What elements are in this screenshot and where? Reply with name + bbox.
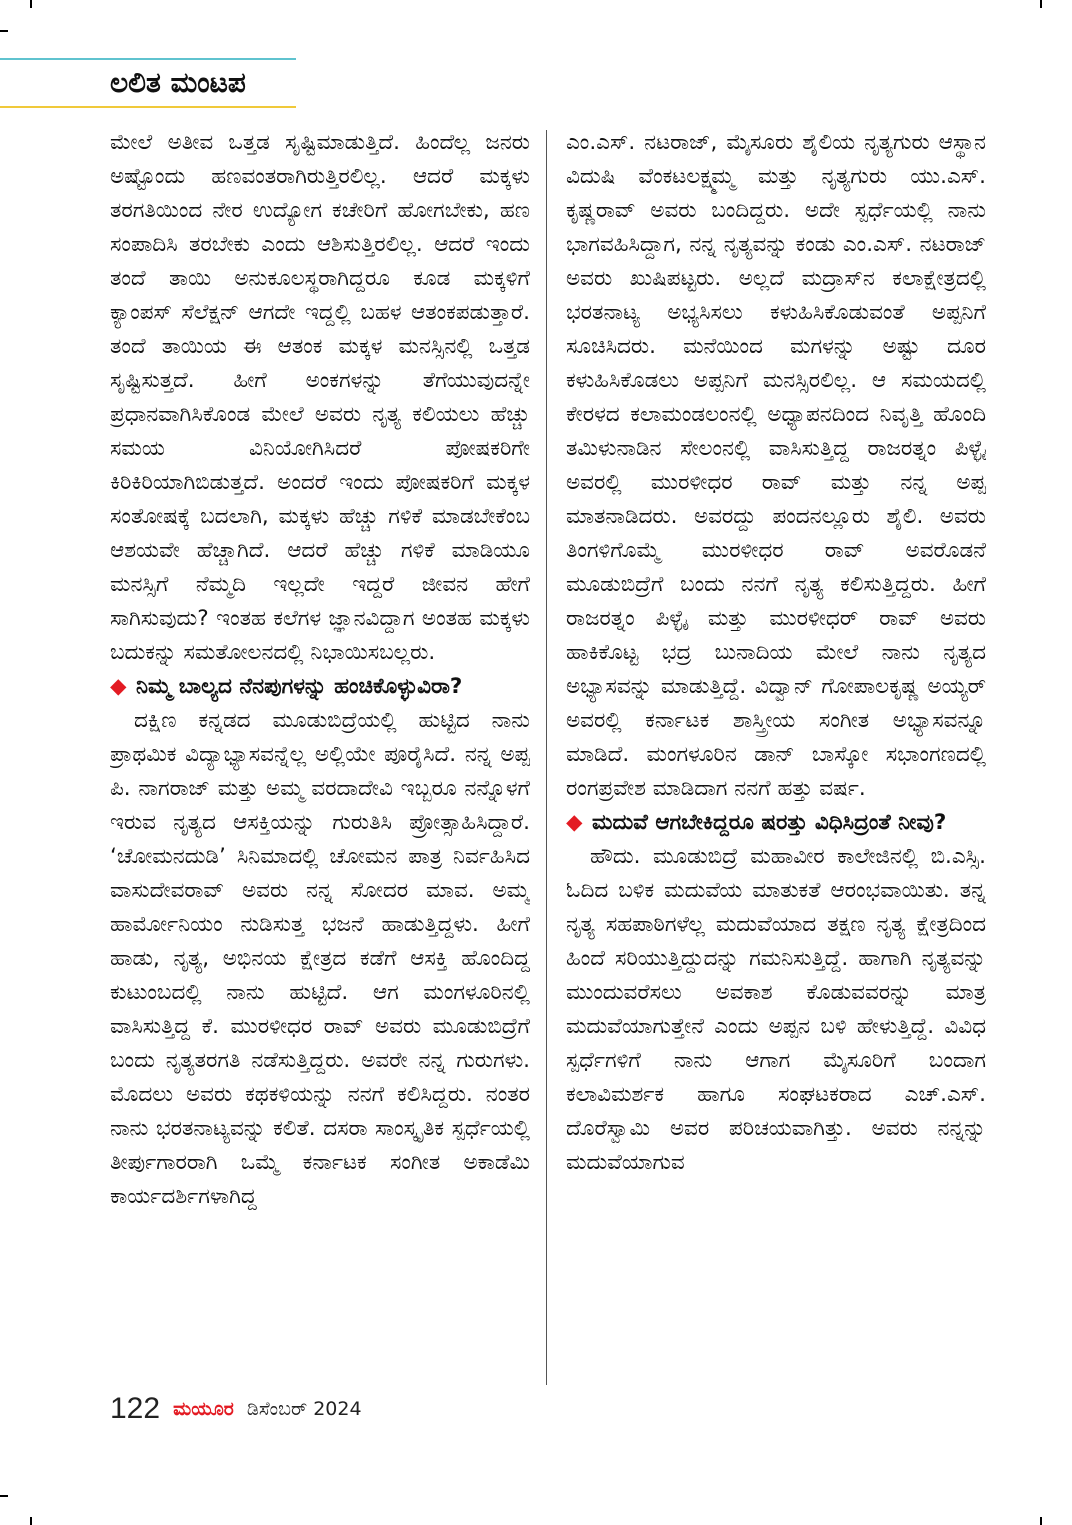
section-title: ಲಲಿತ ಮಂಟಪ bbox=[110, 66, 246, 99]
article-paragraph: ಎಂ.ಎಸ್. ನಟರಾಜ್, ಮೈಸೂರು ಶೈಲಿಯ ನೃತ್ಯಗುರು ಆಸ್ಥಾನ ವಿದುಷಿ ವೆಂಕಟಲಕ್ಷ್ಮಮ್ಮ ಮತ್ತು ನೃತ್ಯಗುರು ಯು.ಎಸ್. ಕೃಷ್ಣರಾವ್ ಅವರು ಬಂದಿದ್ದರು. ಅದೇ ಸ್ಪರ್ಧೆಯಲ್ಲಿ ನಾನು ಭಾಗವಹಿಸಿದ್ದಾಗ, ನನ್ನ ನೃತ್ಯವನ್ನು ಕಂಡು ಎಂ.ಎಸ್. ನಟರಾಜ್ ಅವರು ಖುಷಿಪಟ್ಟರು. ಅಲ್ಲದೆ ಮದ್ರಾಸ್‌ನ ಕಲಾಕ್ಷೇತ್ರದಲ್ಲಿ ಭರತನಾಟ್ಯ ಅಭ್ಯಸಿಸಲು ಕಳುಹಿಸಿಕೊಡುವಂತೆ ಅಪ್ಪನಿಗೆ ಸೂಚಿಸಿದರು. ಮನೆಯಿಂದ ಮಗಳನ್ನು ಅಷ್ಟು ದೂರ ಕಳುಹಿಸಿಕೊಡಲು ಅಪ್ಪನಿಗೆ ಮನಸ್ಸಿರಲಿಲ್ಲ. ಆ ಸಮಯದಲ್ಲಿ ಕೇರಳದ ಕಲಾಮಂಡಲಂನಲ್ಲಿ ಅಧ್ಯಾಪನದಿಂದ ನಿವೃತ್ತಿ ಹೊಂದಿ ತಮಿಳುನಾಡಿನ ಸೇಲಂನಲ್ಲಿ ವಾಸಿಸುತ್ತಿದ್ದ ರಾಜರತ್ನಂ ಪಿಳ್ಳೈ ಅವರಲ್ಲಿ ಮುರಳೀಧರ ರಾವ್ ಮತ್ತು ನನ್ನ ಅಪ್ಪ ಮಾತನಾಡಿದರು. ಅವರದ್ದು ಪಂದನಲ್ಲೂರು ಶೈಲಿ. ಅವರು ತಿಂಗಳಿಗೊಮ್ಮೆ ಮುರಳೀಧರ ರಾವ್ ಅವರೊಡನೆ ಮೂಡುಬಿದ್ರೆಗೆ ಬಂದು ನನಗೆ ನೃತ್ಯ ಕಲಿಸುತ್ತಿದ್ದರು. ಹೀಗೆ ರಾಜರತ್ನಂ ಪಿಳ್ಳೈ ಮತ್ತು ಮುರಳೀಧರ್ ರಾವ್ ಅವರು ಹಾಕಿಕೊಟ್ಟ ಭದ್ರ ಬುನಾದಿಯ ಮೇಲೆ ನಾನು ನೃತ್ಯದ ಅಭ್ಯಾಸವನ್ನು ಮಾಡುತ್ತಿದ್ದೆ. ವಿದ್ವಾನ್ ಗೋಪಾಲಕೃಷ್ಣ ಅಯ್ಯರ್ ಅವರಲ್ಲಿ ಕರ್ನಾಟಕ ಶಾಸ್ತ್ರೀಯ ಸಂಗೀತ ಅಭ್ಯಾಸವನ್ನೂ ಮಾಡಿದೆ. ಮಂಗಳೂರಿನ ಡಾನ್ ಬಾಸ್ಕೋ ಸಭಾಂಗಣದಲ್ಲಿ ರಂಗಪ್ರವೇಶ ಮಾಡಿದಾಗ ನನಗೆ ಹತ್ತು ವರ್ಷ. bbox=[566, 130, 986, 801]
question-text: ನಿಮ್ಮ ಬಾಲ್ಯದ ನೆನಪುಗಳನ್ನು ಹಂಚಿಕೊಳ್ಳುವಿರಾ? bbox=[136, 674, 463, 699]
issue-date: ಡಿಸೆಂಬರ್ 2024 bbox=[246, 1398, 362, 1420]
interview-question bbox=[566, 806, 986, 840]
page-footer bbox=[110, 1392, 362, 1432]
article-paragraph: ಹೌದು. ಮೂಡುಬಿದ್ರೆ ಮಹಾವೀರ ಕಾಲೇಜಿನಲ್ಲಿ ಬಿ.ಎಸ್ಸಿ. ಓದಿದ ಬಳಿಕ ಮದುವೆಯ ಮಾತುಕತೆ ಆರಂಭವಾಯಿತು. ತನ್ನ ನೃತ್ಯ ಸಹಪಾಠಿಗಳೆಲ್ಲ ಮದುವೆಯಾದ ತಕ್ಷಣ ನೃತ್ಯ ಕ್ಷೇತ್ರದಿಂದ ಹಿಂದೆ ಸರಿಯುತ್ತಿದ್ದುದನ್ನು ಗಮನಿಸುತ್ತಿದ್ದೆ. ಹಾಗಾಗಿ ನೃತ್ಯವನ್ನು ಮುಂದುವರೆಸಲು ಅವಕಾಶ ಕೊಡುವವರನ್ನು ಮಾತ್ರ ಮದುವೆಯಾಗುತ್ತೇನೆ ಎಂದು ಅಪ್ಪನ ಬಳಿ ಹೇಳುತ್ತಿದ್ದೆ. ವಿವಿಧ ಸ್ಪರ್ಧೆಗಳಿಗೆ ನಾನು ಆಗಾಗ ಮೈಸೂರಿಗೆ ಬಂದಾಗ ಕಲಾವಿಮರ್ಶಕ ಹಾಗೂ ಸಂಘಟಕರಾದ ಎಚ್.ಎಸ್. ದೊರೆಸ್ವಾಮಿ ಅವರ ಪರಿಚಯವಾಗಿತ್ತು. ಅವರು ನನ್ನನ್ನು ಮದುವೆಯಾಗುವ bbox=[566, 844, 986, 1175]
article-paragraph: ದಕ್ಷಿಣ ಕನ್ನಡದ ಮೂಡುಬಿದ್ರೆಯಲ್ಲಿ ಹುಟ್ಟಿದ ನಾನು ಪ್ರಾಥಮಿಕ ವಿದ್ಯಾಭ್ಯಾಸವನ್ನೆಲ್ಲ ಅಲ್ಲಿಯೇ ಪೂರೈಸಿದೆ. ನನ್ನ ಅಪ್ಪ ಪಿ. ನಾಗರಾಜ್ ಮತ್ತು ಅಮ್ಮ ವರದಾದೇವಿ ಇಬ್ಬರೂ ನನ್ನೊಳಗೆ ಇರುವ ನೃತ್ಯದ ಆಸಕ್ತಿಯನ್ನು ಗುರುತಿಸಿ ಪ್ರೋತ್ಸಾಹಿಸಿದ್ದಾರೆ. ‘ಚೋಮನದುಡಿ’ ಸಿನಿಮಾದಲ್ಲಿ ಚೋಮನ ಪಾತ್ರ ನಿರ್ವಹಿಸಿದ ವಾಸುದೇವರಾವ್ ಅವರು ನನ್ನ ಸೋದರ ಮಾವ. ಅಮ್ಮ ಹಾರ್ಮೋನಿಯಂ ನುಡಿಸುತ್ತ ಭಜನೆ ಹಾಡುತ್ತಿದ್ದಳು. ಹೀಗೆ ಹಾಡು, ನೃತ್ಯ, ಅಭಿನಯ ಕ್ಷೇತ್ರದ ಕಡೆಗೆ ಆಸಕ್ತಿ ಹೊಂದಿದ್ದ ಕುಟುಂಬದಲ್ಲಿ ನಾನು ಹುಟ್ಟಿದೆ. ಆಗ ಮಂಗಳೂರಿನಲ್ಲಿ ವಾಸಿಸುತ್ತಿದ್ದ ಕೆ. ಮುರಳೀಧರ ರಾವ್ ಅವರು ಮೂಡುಬಿದ್ರೆಗೆ ಬಂದು ನೃತ್ಯತರಗತಿ ನಡೆಸುತ್ತಿದ್ದರು. ಅವರೇ ನನ್ನ ಗುರುಗಳು. ಮೊದಲು ಅವರು ಕಥಕಳಿಯನ್ನು ನನಗೆ ಕಲಿಸಿದ್ದರು. ನಂತರ ನಾನು ಭರತನಾಟ್ಯವನ್ನು ಕಲಿತೆ. ದಸರಾ ಸಾಂಸ್ಕೃತಿಕ ಸ್ಪರ್ಧೆಯಲ್ಲಿ ತೀರ್ಪುಗಾರರಾಗಿ ಒಮ್ಮೆ ಕರ್ನಾಟಕ ಸಂಗೀತ ಅಕಾಡೆಮಿ ಕಾರ್ಯದರ್ಶಿಗಳಾಗಿದ್ದ bbox=[110, 708, 530, 1209]
crop-mark bbox=[1040, 1517, 1042, 1525]
column-divider bbox=[546, 130, 547, 1385]
question-text: ಮದುವೆ ಆಗಬೇಕಿದ್ದರೂ ಷರತ್ತು ವಿಧಿಸಿದ್ರಂತೆ ನೀವು? bbox=[592, 810, 947, 835]
header-top-rule bbox=[0, 58, 296, 60]
section-header bbox=[0, 58, 300, 110]
magazine-logo: ಮಯೂರ bbox=[173, 1398, 234, 1420]
article-paragraph: ಮೇಲೆ ಅತೀವ ಒತ್ತಡ ಸೃಷ್ಟಿಮಾಡುತ್ತಿದೆ. ಹಿಂದೆಲ್ಲ ಜನರು ಅಷ್ಟೊಂದು ಹಣವಂತರಾಗಿರುತ್ತಿರಲಿಲ್ಲ. ಆದರೆ ಮಕ್ಕಳು ತರಗತಿಯಿಂದ ನೇರ ಉದ್ಯೋಗ ಕಚೇರಿಗೆ ಹೋಗಬೇಕು, ಹಣ ಸಂಪಾದಿಸಿ ತರಬೇಕು ಎಂದು ಆಶಿಸುತ್ತಿರಲಿಲ್ಲ. ಆದರೆ ಇಂದು ತಂದೆ ತಾಯಿ ಅನುಕೂಲಸ್ಥರಾಗಿದ್ದರೂ ಕೂಡ ಮಕ್ಕಳಿಗೆ ಕ್ಯಾಂಪಸ್ ಸೆಲೆಕ್ಷನ್ ಆಗದೇ ಇದ್ದಲ್ಲಿ ಬಹಳ ಆತಂಕಪಡುತ್ತಾರೆ. ತಂದೆ ತಾಯಿಯ ಈ ಆತಂಕ ಮಕ್ಕಳ ಮನಸ್ಸಿನಲ್ಲಿ ಒತ್ತಡ ಸೃಷ್ಟಿಸುತ್ತದೆ. ಹೀಗೆ ಅಂಕಗಳನ್ನು ತೆಗೆಯುವುದನ್ನೇ ಪ್ರಧಾನವಾಗಿಸಿಕೊಂಡ ಮೇಲೆ ಅವರು ನೃತ್ಯ ಕಲಿಯಲು ಹೆಚ್ಚು ಸಮಯ ವಿನಿಯೋಗಿಸಿದರೆ ಪೋಷಕರಿಗೇ ಕಿರಿಕಿರಿಯಾಗಿಬಿಡುತ್ತದೆ. ಅಂದರೆ ಇಂದು ಪೋಷಕರಿಗೆ ಮಕ್ಕಳ ಸಂತೋಷಕ್ಕೆ ಬದಲಾಗಿ, ಮಕ್ಕಳು ಹೆಚ್ಚು ಗಳಿಕೆ ಮಾಡಬೇಕೆಂಬ ಆಶಯವೇ ಹೆಚ್ಚಾಗಿದೆ. ಆದರೆ ಹೆಚ್ಚು ಗಳಿಕೆ ಮಾಡಿಯೂ ಮನಸ್ಸಿಗೆ ನೆಮ್ಮದಿ ಇಲ್ಲದೇ ಇದ್ದರೆ ಜೀವನ ಹೇಗೆ ಸಾಗಿಸುವುದು? ಇಂತಹ ಕಲೆಗಳ ಜ್ಞಾನವಿದ್ದಾಗ ಅಂತಹ ಮಕ್ಕಳು ಬದುಕನ್ನು ಸಮತೋಲನದಲ್ಲಿ ನಿಭಾಯಿಸಬಲ್ಲರು. bbox=[110, 130, 530, 665]
crop-mark bbox=[0, 30, 8, 32]
page-number: 122 bbox=[110, 1392, 161, 1425]
interview-question bbox=[110, 670, 530, 704]
diamond-bullet-icon: ◆ bbox=[110, 674, 127, 699]
crop-mark bbox=[0, 1495, 8, 1497]
header-bottom-rule bbox=[0, 106, 296, 108]
crop-mark bbox=[1040, 0, 1042, 8]
left-column bbox=[110, 126, 530, 1381]
crop-mark bbox=[30, 1517, 32, 1525]
right-column bbox=[566, 126, 986, 1381]
crop-mark bbox=[30, 0, 32, 8]
diamond-bullet-icon: ◆ bbox=[566, 810, 583, 835]
